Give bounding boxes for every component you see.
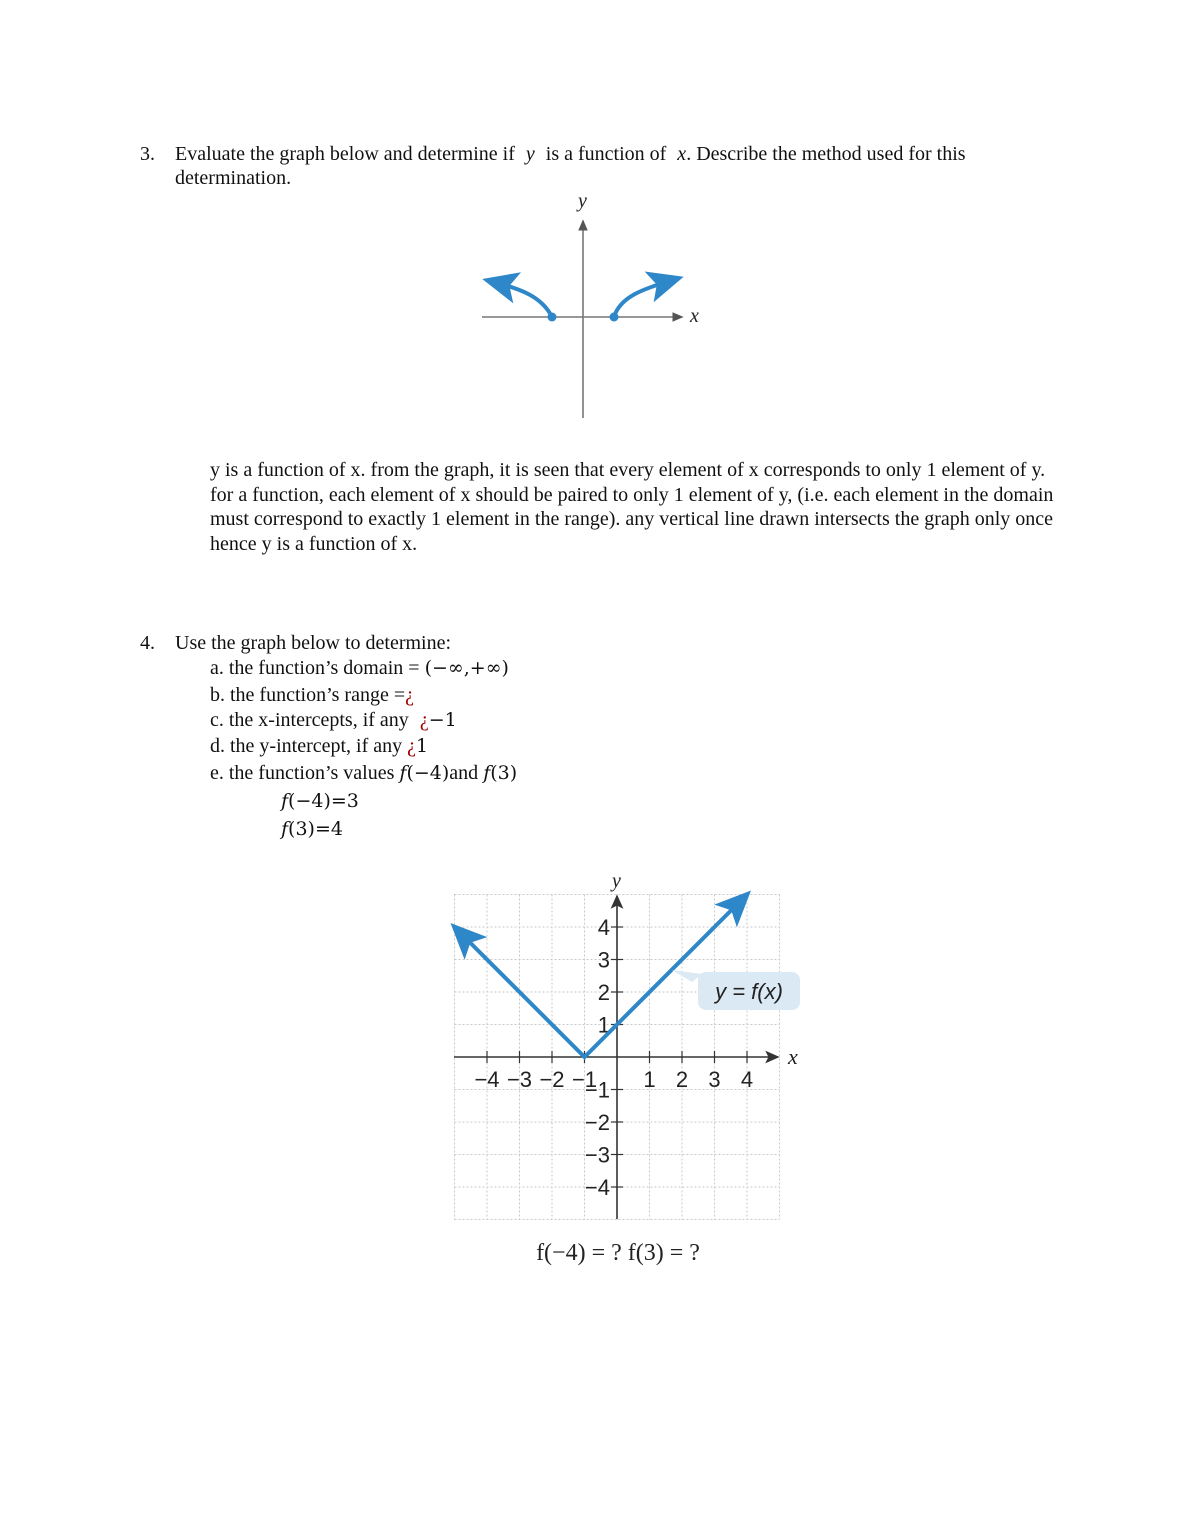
q4-d-value: 1 bbox=[416, 735, 429, 757]
q4-c-value: −1 bbox=[428, 709, 457, 731]
q4-ans1-f: f bbox=[281, 790, 289, 812]
q3-left-endpoint bbox=[548, 313, 557, 322]
q4-c-mark: ¿ bbox=[419, 709, 429, 731]
q4-a-label: a. the function’s domain = bbox=[210, 657, 420, 679]
q4-a-value: (−∞,+∞) bbox=[424, 657, 509, 679]
q3-var-y: y bbox=[525, 143, 535, 165]
q4-x-tick-labels bbox=[474, 1067, 753, 1092]
question-3-prompt bbox=[175, 142, 966, 166]
q4-e-and: and bbox=[449, 762, 479, 784]
q4-e-label: e. the function’s values bbox=[210, 762, 395, 784]
y-tick-label: 1 bbox=[597, 1012, 610, 1038]
q3-prompt-part-1: Evaluate the graph below and determine if bbox=[175, 143, 515, 165]
q4-item-c bbox=[210, 708, 457, 732]
q4-e-arg2: (3) bbox=[490, 762, 518, 784]
q3-right-endpoint bbox=[610, 313, 619, 322]
q3-y-axis-label: y bbox=[578, 190, 587, 212]
q3-prompt-part-2: is a function of bbox=[545, 143, 667, 165]
q4-right-arrow bbox=[734, 896, 745, 907]
x-tick-label: 2 bbox=[675, 1067, 689, 1092]
y-tick-label: −4 bbox=[584, 1175, 610, 1200]
x-tick-label: 3 bbox=[708, 1067, 721, 1092]
q4-c-label: c. the x-intercepts, if any bbox=[210, 709, 409, 731]
q3-graph bbox=[470, 185, 720, 425]
q4-graph-caption: f(−4) = ? f(3) = ? bbox=[536, 1240, 700, 1266]
question-4-number: 4. bbox=[140, 632, 155, 654]
y-tick-label: −1 bbox=[584, 1077, 610, 1103]
question-3-number: 3. bbox=[140, 143, 155, 165]
q4-b-label: b. the function’s range = bbox=[210, 684, 406, 706]
q4-y-axis-label: y bbox=[612, 870, 621, 892]
q3-left-curve bbox=[490, 281, 552, 317]
x-tick-label: −1 bbox=[571, 1067, 598, 1092]
q3-prompt-part-3: . Describe the method used for this bbox=[686, 143, 966, 165]
q4-item-d bbox=[210, 734, 428, 758]
q4-ans1-rest: (−4)=3 bbox=[288, 790, 359, 812]
q4-graph bbox=[440, 862, 820, 1272]
q4-x-axis-label: x bbox=[788, 1044, 798, 1069]
q4-answer-f-3 bbox=[281, 817, 343, 841]
y-tick-label: −2 bbox=[584, 1110, 610, 1135]
q3-answer-text: y is a function of x. from the graph, it is seen that every element of x corresponds to only 1 element of y. for a function, each element of x should be paired to only 1 element of y, (i.e. each element in the domain must correspond to exactly 1 element in the range). any vertical line drawn intersects the graph only once hence y is a function of x. bbox=[210, 459, 1054, 555]
x-tick-label: −3 bbox=[506, 1067, 533, 1092]
x-tick-label: 1 bbox=[643, 1067, 656, 1092]
y-tick-label: −3 bbox=[584, 1142, 610, 1168]
x-tick-label: 4 bbox=[740, 1067, 754, 1092]
q4-d-label: d. the y-intercept, if any bbox=[210, 735, 403, 757]
q4-item-b bbox=[210, 683, 414, 707]
q4-answer-f-neg4 bbox=[281, 789, 359, 813]
x-tick-label: −4 bbox=[474, 1067, 500, 1092]
q4-item-e bbox=[210, 761, 517, 785]
q3-right-curve bbox=[614, 279, 676, 317]
q4-e-f1: f bbox=[399, 762, 407, 784]
q4-e-f2: f bbox=[483, 762, 491, 784]
y-tick-label: 3 bbox=[597, 947, 610, 973]
y-tick-label: 4 bbox=[597, 915, 610, 940]
q4-b-value: ¿ bbox=[405, 684, 415, 706]
q4-e-arg1: (−4) bbox=[406, 762, 450, 784]
q4-item-a bbox=[210, 656, 509, 680]
y-tick-label: 2 bbox=[597, 980, 610, 1005]
q4-curve-label: y = f(x) bbox=[715, 979, 783, 1004]
q4-left-arrow bbox=[456, 929, 467, 940]
q4-callout-pointer bbox=[672, 970, 702, 982]
x-tick-label: −2 bbox=[539, 1067, 565, 1092]
q3-x-axis-label: x bbox=[690, 305, 699, 327]
q4-d-mark: ¿ bbox=[407, 735, 417, 757]
q4-ans2-rest: (3)=4 bbox=[288, 818, 343, 840]
q3-var-x: x bbox=[677, 143, 687, 165]
question-3-prompt-line-2: determination. bbox=[175, 167, 292, 189]
q4-ans2-f: f bbox=[281, 818, 289, 840]
question-4-intro: Use the graph below to determine: bbox=[175, 632, 452, 654]
